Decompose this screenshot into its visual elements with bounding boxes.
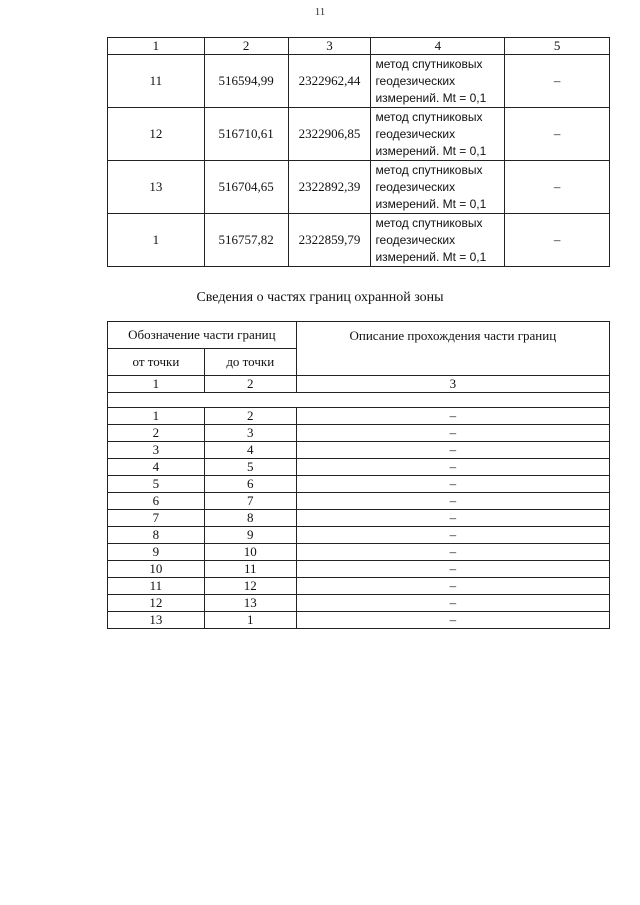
note-cell: – [505, 214, 610, 267]
method-line: геодезических [375, 126, 456, 141]
from-point-cell: 9 [108, 544, 205, 561]
boundary-part-row [108, 595, 610, 612]
from-point-cell: 6 [108, 493, 205, 510]
to-point-cell: 2 [204, 408, 296, 425]
description-cell: – [296, 510, 609, 527]
from-point-cell: 2 [108, 425, 205, 442]
method-line: измерений. Mt = 0,1 [375, 249, 487, 264]
spacer-cell [108, 393, 610, 408]
method-line: метод спутниковых [375, 162, 483, 177]
col-number-2: 2 [204, 38, 288, 55]
from-point-cell: 4 [108, 459, 205, 476]
to-point-cell: 13 [204, 595, 296, 612]
boundary-part-row [108, 612, 610, 629]
parts-col-number-3: 3 [296, 376, 609, 393]
method-line: измерений. Mt = 0,1 [375, 143, 487, 158]
parts-col-number-1: 1 [108, 376, 205, 393]
note-cell: – [505, 55, 610, 108]
coordinates-row [108, 55, 610, 108]
to-point-cell: 3 [204, 425, 296, 442]
description-cell: – [296, 544, 609, 561]
to-point-cell: 6 [204, 476, 296, 493]
parts-header-row [108, 322, 610, 349]
from-point-header: от точки [108, 349, 205, 376]
description-cell: – [296, 595, 609, 612]
description-cell: – [296, 476, 609, 493]
note-cell: – [505, 161, 610, 214]
from-point-cell: 10 [108, 561, 205, 578]
description-cell: – [296, 408, 609, 425]
point-number-cell: 1 [108, 214, 205, 267]
from-point-cell: 11 [108, 578, 205, 595]
method-line: геодезических [375, 232, 456, 247]
y-coordinate-cell: 2322906,85 [288, 108, 371, 161]
to-point-header: до точки [204, 349, 296, 376]
point-number-cell: 11 [108, 55, 205, 108]
to-point-cell: 9 [204, 527, 296, 544]
point-number-cell: 12 [108, 108, 205, 161]
coordinates-table [107, 37, 610, 267]
boundary-part-row [108, 561, 610, 578]
method-line: геодезических [375, 73, 456, 88]
col-number-1: 1 [108, 38, 205, 55]
method-line: геодезических [375, 179, 456, 194]
description-cell: – [296, 527, 609, 544]
description-cell: – [296, 442, 609, 459]
description-cell: – [296, 612, 609, 629]
description-header: Описание прохождения части границ [296, 322, 609, 376]
x-coordinate-cell: 516704,65 [204, 161, 288, 214]
to-point-cell: 4 [204, 442, 296, 459]
method-line: метод спутниковых [375, 215, 483, 230]
method-cell [371, 55, 505, 108]
coordinates-row [108, 161, 610, 214]
to-point-cell: 7 [204, 493, 296, 510]
x-coordinate-cell: 516710,61 [204, 108, 288, 161]
from-point-cell: 1 [108, 408, 205, 425]
to-point-cell: 8 [204, 510, 296, 527]
method-line: измерений. Mt = 0,1 [375, 196, 487, 211]
boundary-part-row [108, 544, 610, 561]
from-point-cell: 12 [108, 595, 205, 612]
boundary-part-row [108, 425, 610, 442]
col-number-5: 5 [505, 38, 610, 55]
page-number: 11 [314, 6, 326, 18]
boundary-part-row [108, 476, 610, 493]
method-line: метод спутниковых [375, 109, 483, 124]
description-cell: – [296, 425, 609, 442]
method-line: метод спутниковых [375, 56, 483, 71]
coordinates-header-row [108, 38, 610, 55]
to-point-cell: 1 [204, 612, 296, 629]
from-point-cell: 7 [108, 510, 205, 527]
description-cell: – [296, 459, 609, 476]
y-coordinate-cell: 2322892,39 [288, 161, 371, 214]
to-point-cell: 12 [204, 578, 296, 595]
y-coordinate-cell: 2322859,79 [288, 214, 371, 267]
from-point-cell: 13 [108, 612, 205, 629]
method-cell [371, 161, 505, 214]
boundary-part-row [108, 493, 610, 510]
parts-col-number-2: 2 [204, 376, 296, 393]
col-number-4: 4 [371, 38, 505, 55]
boundary-part-row [108, 510, 610, 527]
designation-header: Обозначение части границ [108, 322, 297, 349]
description-cell: – [296, 561, 609, 578]
coordinates-row [108, 108, 610, 161]
boundary-part-row [108, 578, 610, 595]
x-coordinate-cell: 516594,99 [204, 55, 288, 108]
method-line: измерений. Mt = 0,1 [375, 90, 487, 105]
to-point-cell: 10 [204, 544, 296, 561]
method-cell [371, 108, 505, 161]
boundary-part-row [108, 527, 610, 544]
from-point-cell: 5 [108, 476, 205, 493]
note-cell: – [505, 108, 610, 161]
description-cell: – [296, 493, 609, 510]
boundary-parts-table [107, 321, 610, 629]
to-point-cell: 5 [204, 459, 296, 476]
coordinates-row [108, 214, 610, 267]
parts-spacer-row [108, 393, 610, 408]
section-title: Сведения о частях границ охранной зоны [196, 290, 444, 305]
to-point-cell: 11 [204, 561, 296, 578]
y-coordinate-cell: 2322962,44 [288, 55, 371, 108]
description-cell: – [296, 578, 609, 595]
from-point-cell: 8 [108, 527, 205, 544]
x-coordinate-cell: 516757,82 [204, 214, 288, 267]
method-cell [371, 214, 505, 267]
parts-column-numbers-row [108, 376, 610, 393]
col-number-3: 3 [288, 38, 371, 55]
boundary-part-row [108, 408, 610, 425]
boundary-part-row [108, 459, 610, 476]
boundary-part-row [108, 442, 610, 459]
from-point-cell: 3 [108, 442, 205, 459]
point-number-cell: 13 [108, 161, 205, 214]
